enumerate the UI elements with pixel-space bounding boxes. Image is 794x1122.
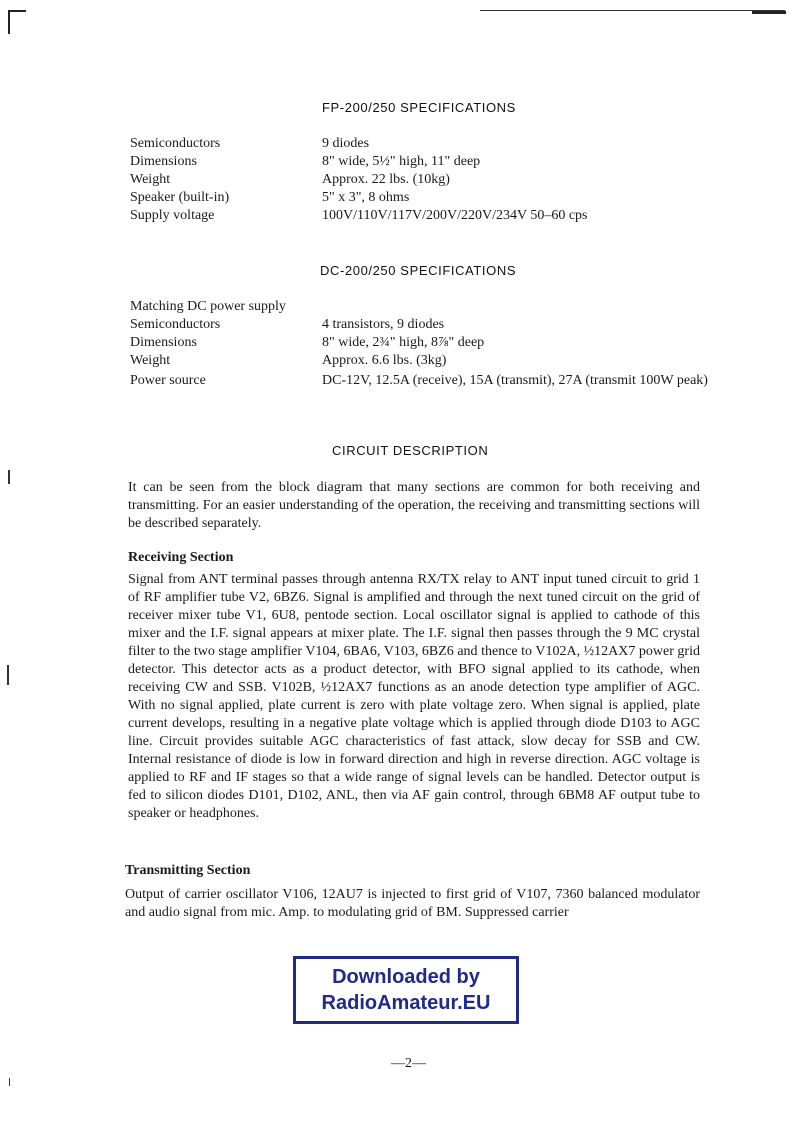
dc-spec-label: Dimensions bbox=[130, 335, 197, 350]
fp-spec-label: Semiconductors bbox=[130, 136, 221, 151]
margin-mark bbox=[9, 1078, 10, 1086]
dc-spec-label: Power source bbox=[130, 373, 206, 388]
dc-spec-label: Weight bbox=[130, 353, 171, 368]
top-rule-accent bbox=[752, 11, 786, 14]
intro-paragraph: It can be seen from the block diagram that many sections are common for both receiving and transmitting. For an easier understanding of the operation, the receiving and transmitting sections will be described separately. bbox=[128, 480, 700, 531]
page-number: —2— bbox=[391, 1056, 426, 1071]
dc-spec-label: Matching DC power supply bbox=[130, 299, 286, 314]
receiving-heading: Receiving Section bbox=[128, 550, 234, 565]
dc-spec-value: Approx. 6.6 lbs. (3kg) bbox=[322, 353, 447, 368]
download-badge bbox=[293, 956, 519, 1024]
fp-spec-label: Weight bbox=[130, 172, 171, 187]
dc-spec-value: 4 transistors, 9 diodes bbox=[322, 317, 445, 332]
top-rule bbox=[480, 10, 785, 11]
fp-spec-value: Approx. 22 lbs. (10kg) bbox=[322, 172, 450, 187]
circuit-title: CIRCUIT DESCRIPTION bbox=[332, 443, 489, 458]
fp-spec-value: 9 diodes bbox=[322, 136, 370, 151]
dc-spec-label: Semiconductors bbox=[130, 317, 221, 332]
fp-spec-label: Speaker (built-in) bbox=[130, 190, 230, 205]
transmitting-heading: Transmitting Section bbox=[125, 863, 251, 878]
fp-spec-value: 8" wide, 5½" high, 11" deep bbox=[322, 154, 481, 169]
fp-specs-title: FP-200/250 SPECIFICATIONS bbox=[322, 100, 516, 115]
dc-spec-value: 8" wide, 2¾" high, 8⅞" deep bbox=[322, 335, 485, 350]
receiving-paragraph: Signal from ANT terminal passes through antenna RX/TX relay to ANT input tuned circuit to grid 1 of RF amplifier tube V2, 6BZ6. Signal is amplified and through the next tuned circuit on the grid of receiver mixer tube V1, 6U8, pentode section. Local oscillator signal is applied to cathode of this mixer and the I.F. signal appears at mixer plate. The I.F. signal then passes through the 9 MC crystal filter to the two stage amplifier V104, 6BA6, V103, 6BZ6 and thence to V102A, ½12AX7 power grid detector. This detector acts as a product detector, with BFO signal applied to its cathode, when receiving CW and SSB. V102B, ½12AX7 functions as an anode detection type amplifier of AGC. With no signal applied, plate current is zero with plate voltage zero. When signal is applied, plate current develops, resulting in a negative plate voltage which is applied through diode D103 to AGC line. Circuit provides suitable AGC characteristics of fast attack, slow decay for SSB and CW. Internal resistance of diode is low in forward direction and high in reverse direction. AGC voltage is applied to RF and IF stages so that a wide range of signal levels can be handled. Detector output is fed to silicon diodes D101, D102, ANL, then via AF gain control, through 6BM8 AF output tube to speaker or headphones. bbox=[128, 572, 700, 821]
fp-spec-label: Supply voltage bbox=[130, 208, 215, 223]
badge-line-1: Downloaded by bbox=[332, 966, 480, 988]
fp-spec-value: 100V/110V/117V/200V/220V/234V 50–60 cps bbox=[322, 208, 588, 223]
badge-line-2: RadioAmateur.EU bbox=[321, 992, 491, 1014]
margin-mark bbox=[8, 470, 10, 484]
corner-mark bbox=[8, 10, 26, 34]
dc-specs-title: DC-200/250 SPECIFICATIONS bbox=[320, 263, 517, 278]
dc-spec-value: DC-12V, 12.5A (receive), 15A (transmit), 27A (transmit 100W peak) bbox=[322, 373, 708, 388]
transmitting-paragraph: Output of carrier oscillator V106, 12AU7 is injected to first grid of V107, 7360 balanced modulator and audio signal from mic. Amp. to modulating grid of BM. Suppressed carrier bbox=[125, 887, 700, 920]
fp-spec-value: 5" x 3", 8 ohms bbox=[322, 190, 410, 205]
margin-mark bbox=[7, 665, 9, 685]
fp-spec-label: Dimensions bbox=[130, 154, 197, 169]
